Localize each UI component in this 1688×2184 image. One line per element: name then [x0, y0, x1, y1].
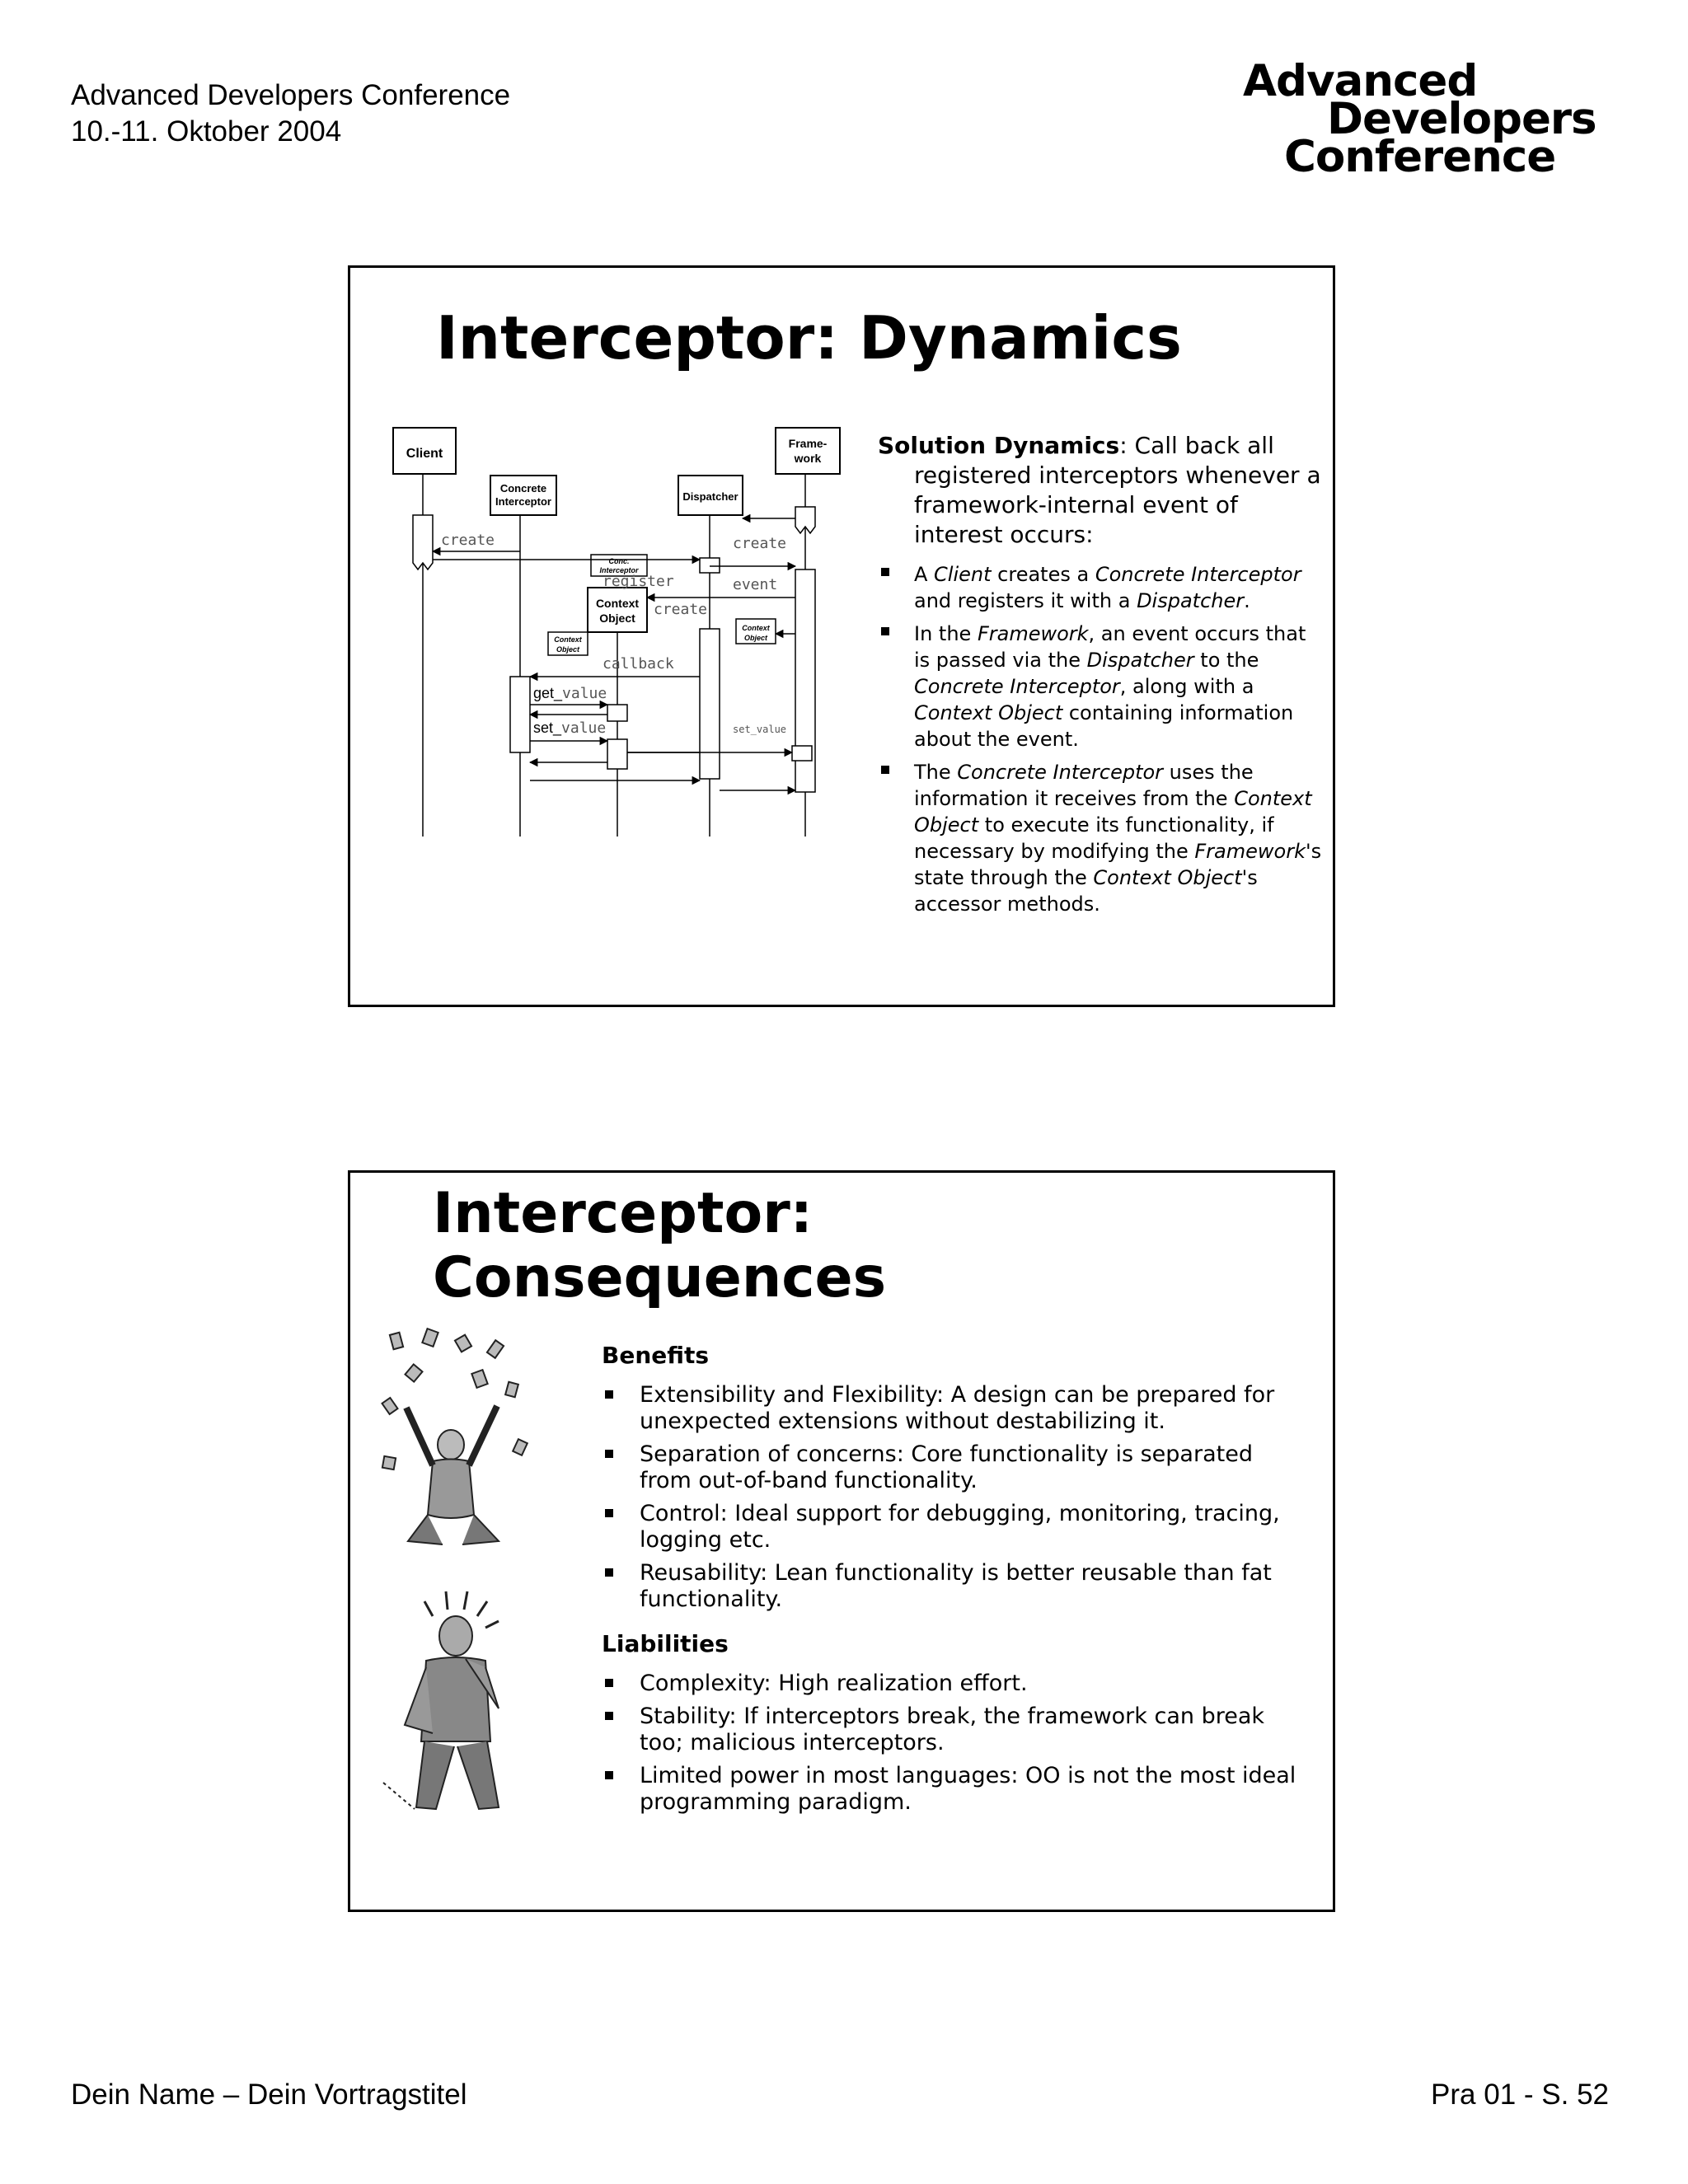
msg-create-3: create [654, 601, 708, 618]
benefit-item: Reusability: Lean functionality is better reusable than fat functionality. [602, 1560, 1311, 1613]
celebrating-man-clipart-icon [375, 1325, 540, 1556]
bullet-square-icon [605, 1390, 613, 1399]
solution-bullet: A Client creates a Concrete Interceptor and registers it with a Dispatcher. [878, 561, 1323, 614]
benefit-item: Control: Ideal support for debugging, monitoring, tracing, logging etc. [602, 1501, 1311, 1554]
sequence-diagram [383, 424, 845, 861]
client-activation [413, 515, 433, 569]
logo-line-3: Conference [1284, 132, 1556, 182]
liability-item: Complexity: High realization effort. [602, 1671, 1311, 1697]
context-object-label-1: Context [595, 597, 640, 610]
benefits-list [602, 1382, 1311, 1613]
context-small-label-1: Context [554, 635, 582, 644]
footer-page-number: Pra 01 - S. 52 [1431, 2079, 1609, 2111]
msg-get-suffix: value [562, 685, 607, 702]
framework-label-2: work [794, 452, 822, 465]
slide-dynamics [348, 265, 1335, 1007]
context-activation-1 [607, 705, 627, 721]
context-small-label-3: Context [742, 624, 770, 632]
conference-name: Advanced Developers Conference [71, 79, 511, 111]
concrete-interceptor-label-1: Concrete [499, 482, 547, 494]
svg-text:get_value [533, 685, 607, 702]
interceptor-activation [510, 677, 530, 752]
concrete-interceptor-label-2: Interceptor [495, 495, 551, 508]
dispatcher-activation-2 [700, 629, 720, 779]
logo-line-1: Advanced [1243, 56, 1478, 106]
slide-title-line-2: Consequences [433, 1245, 887, 1310]
msg-event: event [733, 576, 778, 593]
context-small-label-4: Object [743, 634, 768, 642]
msg-set-prefix: set_ [533, 719, 562, 736]
page-header [71, 77, 510, 150]
solution-bullet: The Concrete Interceptor uses the information it receives from the Context Object to execute its functionality, if necessary by modifying the Framework's state through the Context Object's accessor methods. [878, 759, 1323, 917]
bullet-square-icon [605, 1771, 613, 1779]
client-label: Client [406, 447, 443, 461]
bullet-square-icon [881, 627, 889, 635]
framework-box [776, 428, 840, 474]
liabilities-list [602, 1671, 1311, 1816]
conc-interceptor-label-1: Conc. [608, 557, 630, 565]
bullet-square-icon [881, 568, 889, 576]
solution-dynamics-text [878, 431, 1323, 924]
solution-bullet: In the Framework, an event occurs that is passed via the Dispatcher to the Concrete Interceptor, along with a Context Object containing information about the event. [878, 621, 1323, 752]
benefits-heading: Benefits [602, 1342, 710, 1369]
liability-item: Stability: If interceptors break, the framework can break too; malicious interceptors. [602, 1704, 1311, 1756]
conc-interceptor-label-2: Interceptor [599, 566, 639, 574]
msg-register: register [603, 573, 674, 590]
liabilities-heading: Liabilities [602, 1630, 729, 1657]
solution-lead-bold: Solution Dynamics [878, 432, 1120, 459]
bullet-square-icon [605, 1509, 613, 1517]
benefit-item: Separation of concerns: Core functionality is separated from out-of-band functionality. [602, 1441, 1311, 1494]
slide-title-line-1: Interceptor: [433, 1181, 813, 1246]
worried-man-clipart-icon [375, 1585, 540, 1832]
slide-title: Interceptor: Dynamics [436, 303, 1182, 373]
bullet-square-icon [605, 1679, 613, 1687]
context-object-box [588, 588, 647, 632]
conference-date: 10.-11. Oktober 2004 [71, 115, 342, 148]
consequences-text [602, 1343, 1311, 1834]
framework-activation-3 [792, 746, 812, 761]
dispatcher-activation-1 [700, 558, 720, 573]
msg-set-suffix: value [561, 719, 607, 737]
slide-consequences [348, 1170, 1335, 1912]
framework-label-1: Frame- [788, 437, 828, 450]
conference-logo [1236, 56, 1665, 183]
msg-create-2: create [733, 535, 787, 552]
benefit-item: Extensibility and Flexibility: A design can be prepared for unexpected extensions without destabilizing it. [602, 1382, 1311, 1435]
context-small-label-2: Object [556, 645, 580, 654]
logo-line-2: Developers [1327, 94, 1597, 144]
msg-set-value-small: set_value [733, 724, 787, 735]
svg-text:set_value [533, 719, 606, 737]
bullet-square-icon [605, 1712, 613, 1720]
dispatcher-label: Dispatcher [682, 490, 738, 503]
footer-speaker: Dein Name – Dein Vortragstitel [71, 2079, 467, 2111]
msg-get-prefix: get_ [533, 685, 563, 701]
liability-item: Limited power in most languages: OO is not the most ideal programming paradigm. [602, 1763, 1311, 1816]
msg-create-1: create [441, 532, 495, 549]
bullet-square-icon [605, 1568, 613, 1577]
msg-callback: callback [603, 655, 674, 673]
bullet-square-icon [605, 1450, 613, 1458]
context-activation-2 [607, 739, 627, 769]
solution-bullets [878, 561, 1323, 917]
context-object-label-2: Object [599, 612, 635, 625]
bullet-square-icon [881, 766, 889, 774]
solution-lead [878, 431, 1323, 550]
solution-lead-rest: : Call back all registered interceptors whenever a framework-internal event of interest occurs: [914, 432, 1321, 548]
